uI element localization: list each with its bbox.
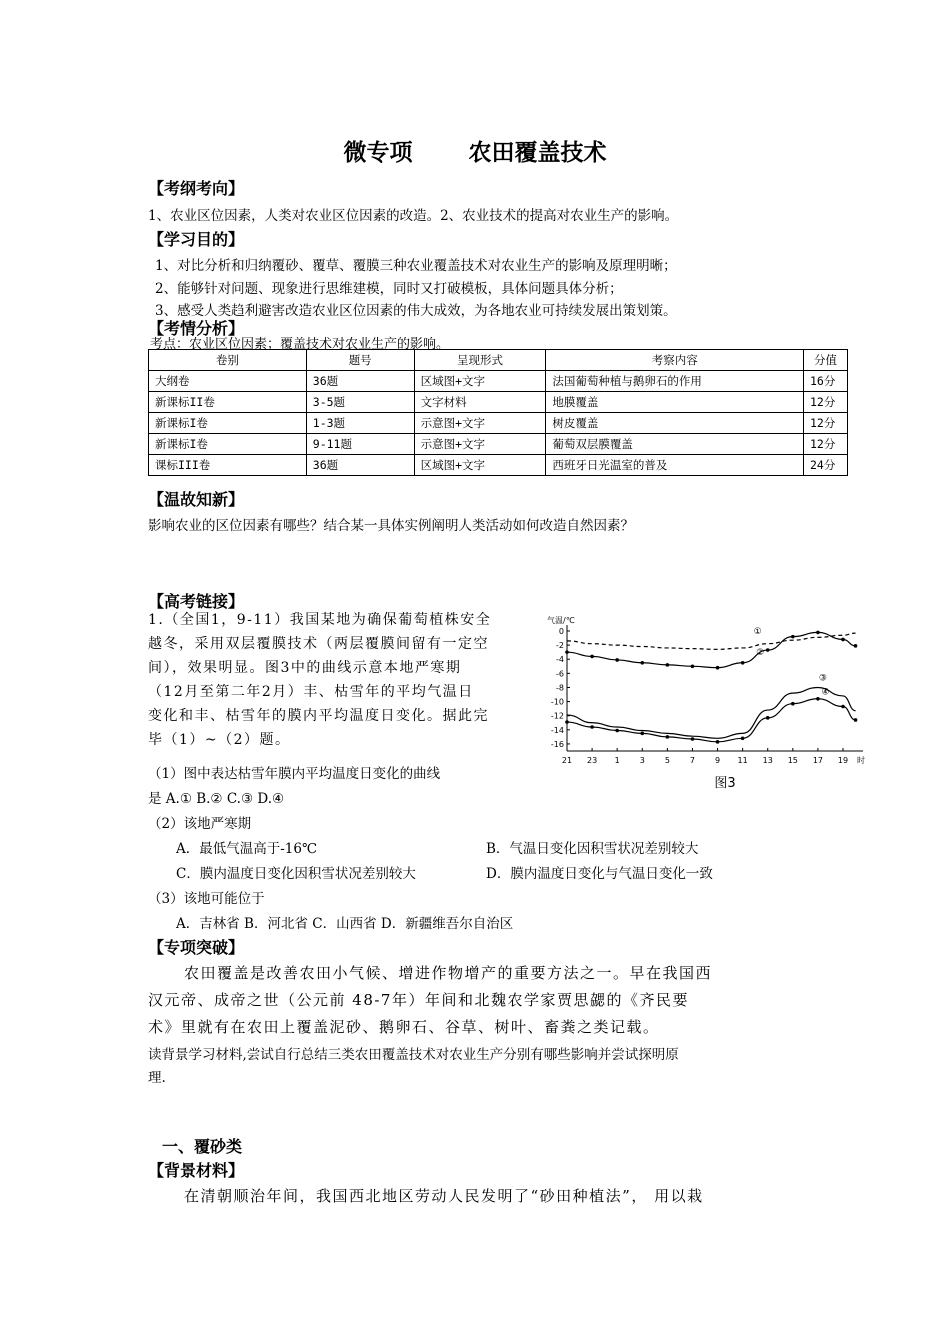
table-cell: 36题 [306,371,414,392]
series-point [615,729,619,733]
series-point [666,735,670,739]
table-cell: 1-3题 [306,413,414,434]
stem-line: 间），效果明显。图3中的曲线示意本地严寒期 [148,660,462,676]
table-cell: 示意图+文字 [414,413,546,434]
question-2: （2）该地严寒期 [148,816,252,832]
kaodian-text: 考点：农业区位因素；覆盖技术对农业生产的影响。 [150,337,450,352]
table-header: 考察内容 [546,350,804,371]
fusha-text: 在清朝顺治年间，我国西北地区劳动人民发明了“砂田种植法”， 用以栽 [184,1187,704,1205]
series-label: ① [753,626,762,637]
temperature-chart [545,609,875,799]
kaogang-heading: 【考纲考向】 [148,179,245,198]
tupo-read-line1: 读背景学习材料,尝试自行总结三类农田覆盖技术对农业生产分别有哪些影响并尝试探明原 [148,1047,679,1063]
y-axis-label: 气温/℃ [547,616,575,625]
question-2-option-d: D．膜内温度日变化与气温日变化一致 [486,866,713,882]
series-point [854,644,858,648]
table-row [149,455,848,476]
table-header: 卷别 [149,350,307,371]
series-point [791,635,795,639]
y-tick-label: -2 [556,641,564,651]
tupo-read-line2: 理. [148,1070,166,1086]
series-point [565,720,569,724]
table-cell: 西班牙日光温室的普及 [546,455,804,476]
question-2-option-c: C．膜内温度日变化因积雪状况差别较大 [176,866,416,882]
y-tick-label: -16 [550,739,564,749]
table-cell: 树皮覆盖 [546,413,804,434]
stem-line: （12月至第二年2月）丰、枯雪年的平均气温日 [148,684,474,700]
x-tick-label: 23 [586,756,598,765]
exam-table [148,349,848,476]
question-stem [148,608,538,752]
wengu-text: 影响农业的区位因素有哪些？结合某一具体实例阐明人类活动如何改造自然因素？ [148,518,634,534]
xuexi-item-2: 2、能够针对问题、现象进行思维建模，同时又打破模板，具体问题具体分析； [155,281,623,297]
x-tick-label: 9 [714,756,721,765]
question-3-options: A．吉林省 B．河北省 C．山西省 D．新疆维吾尔自治区 [176,916,514,932]
table-cell: 24分 [804,455,848,476]
series-point [741,736,745,740]
table-cell: 9-11题 [306,434,414,455]
table-cell: 大纲卷 [149,371,307,392]
question-1-options: 是 A.① B.② C.③ D.④ [148,791,285,807]
table-cell: 课标III卷 [149,455,307,476]
table-cell: 区域图+文字 [414,455,546,476]
table-cell: 区域图+文字 [414,371,546,392]
series-point [816,631,820,635]
stem-line: 变化和丰、枯雪年的膜内平均温度日变化。据此完 [148,708,489,724]
question-2-option-a: A．最低气温高于-16℃ [176,841,318,857]
table-cell: 新课标I卷 [149,434,307,455]
question-2-option-b: B．气温日变化因积雪状况差别较大 [486,841,699,857]
series-point [766,716,770,720]
series-point [791,702,795,706]
table-cell: 3-5题 [306,392,414,413]
series-point [854,718,858,722]
series-point [691,664,695,668]
series-point [841,705,845,709]
xuexi-item-3: 3、感受人类趋利避害改造农业区位因素的伟大成效，为各地农业可持续发展出策划策。 [155,303,677,319]
y-tick-label: -6 [556,669,564,679]
x-tick-label: 7 [689,756,696,765]
y-tick-label: 0 [558,627,564,636]
table-cell: 12分 [804,434,848,455]
table-row [149,434,848,455]
x-tick-label: 15 [787,756,798,765]
xuexi-heading: 【学习目的】 [148,230,245,249]
fusha-bg-heading: 【背景材料】 [148,1161,245,1180]
kaoqing-heading: 【考情分析】 [148,319,245,338]
tupo-line: 汉元帝、成帝之世（公元前 48-7年）年间和北魏农学家贾思勰的《齐民要 [148,991,689,1009]
series-label: ③ [818,673,827,684]
stem-line: 1.（全国1，9-11）我国某地为确保葡萄植株安全 [148,612,492,628]
table-row [149,371,848,392]
tupo-line: 农田覆盖是改善农田小气候、增进作物增产的重要方法之一。早在我国西 [184,964,713,982]
x-tick-label: 3 [639,756,645,765]
table-header: 题号 [306,350,414,371]
gaokao-heading: 【高考链接】 [148,592,245,611]
table-header-row [149,350,848,371]
table-row [149,392,848,413]
series-point [666,663,670,667]
x-tick-label: 1 [614,756,620,765]
series-point [716,740,720,744]
y-tick-label: -4 [556,655,564,665]
title-part2: 农田覆盖技术 [468,140,607,166]
series-point [766,648,770,652]
wengu-heading: 【温故知新】 [148,490,245,509]
x-axis-label: 时 [857,756,865,765]
series-point [691,737,695,741]
x-tick-label: 5 [664,756,670,765]
table-cell: 12分 [804,392,848,413]
series-line [567,699,856,742]
x-tick-label: 19 [837,756,849,765]
series-point [640,661,644,665]
table-header: 分值 [804,350,848,371]
tupo-line: 术》里就有在农田上覆盖泥砂、鹅卵石、谷草、树叶、畜粪之类记载。 [148,1018,660,1036]
series-point [841,638,845,642]
series-point [615,658,619,662]
table-header: 呈现形式 [414,350,546,371]
table-cell: 法国葡萄种植与鹅卵石的作用 [546,371,804,392]
chart-caption: 图3 [714,776,736,791]
series-point [640,732,644,736]
table-cell: 文字材料 [414,392,546,413]
series-point [590,655,594,659]
y-tick-label: -12 [550,711,564,721]
x-tick-label: 11 [737,756,748,765]
x-tick-label: 17 [812,756,824,765]
y-tick-label: -14 [550,725,564,735]
tupo-paragraph [148,960,828,1041]
series-line [567,633,856,649]
page-title [0,134,950,167]
table-cell: 地膜覆盖 [546,392,804,413]
title-part1: 微专项 [343,140,413,166]
table-cell: 36题 [306,455,414,476]
x-tick-label: 13 [762,756,773,765]
stem-line: 毕（1）~（2）题。 [148,732,291,748]
fusha-heading: 一、覆砂类 [162,1137,243,1156]
series-point [590,725,594,729]
series-line [567,687,856,738]
series-label: ② [756,648,765,658]
y-tick-label: -8 [556,683,564,693]
series-point [565,650,569,654]
stem-line: 越冬，采用双层覆膜技术（两层覆膜间留有一定空 [148,636,489,652]
table-cell: 12分 [804,413,848,434]
table-row [149,413,848,434]
y-tick-label: -10 [550,697,564,707]
table-cell: 16分 [804,371,848,392]
series-point [716,666,720,670]
series-point [741,661,745,665]
table-cell: 新课标I卷 [149,413,307,434]
series-label: ④ [821,687,830,698]
kaogang-text: 1、农业区位因素，人类对农业区位因素的改造。2、农业技术的提高对农业生产的影响。 [148,208,679,224]
table-cell: 新课标II卷 [149,392,307,413]
xuexi-item-1: 1、对比分析和归纳覆砂、覆草、覆膜三种农业覆盖技术对农业生产的影响及原理明晰； [155,258,677,274]
x-tick-label: 21 [561,756,573,765]
question-3: （3）该地可能位于 [148,891,265,907]
table-cell: 示意图+文字 [414,434,546,455]
question-1: （1）图中表达枯雪年膜内平均温度日变化的曲线 [148,766,441,782]
series-point [816,697,820,701]
tupo-heading: 【专项突破】 [148,938,245,957]
table-cell: 葡萄双层膜覆盖 [546,434,804,455]
